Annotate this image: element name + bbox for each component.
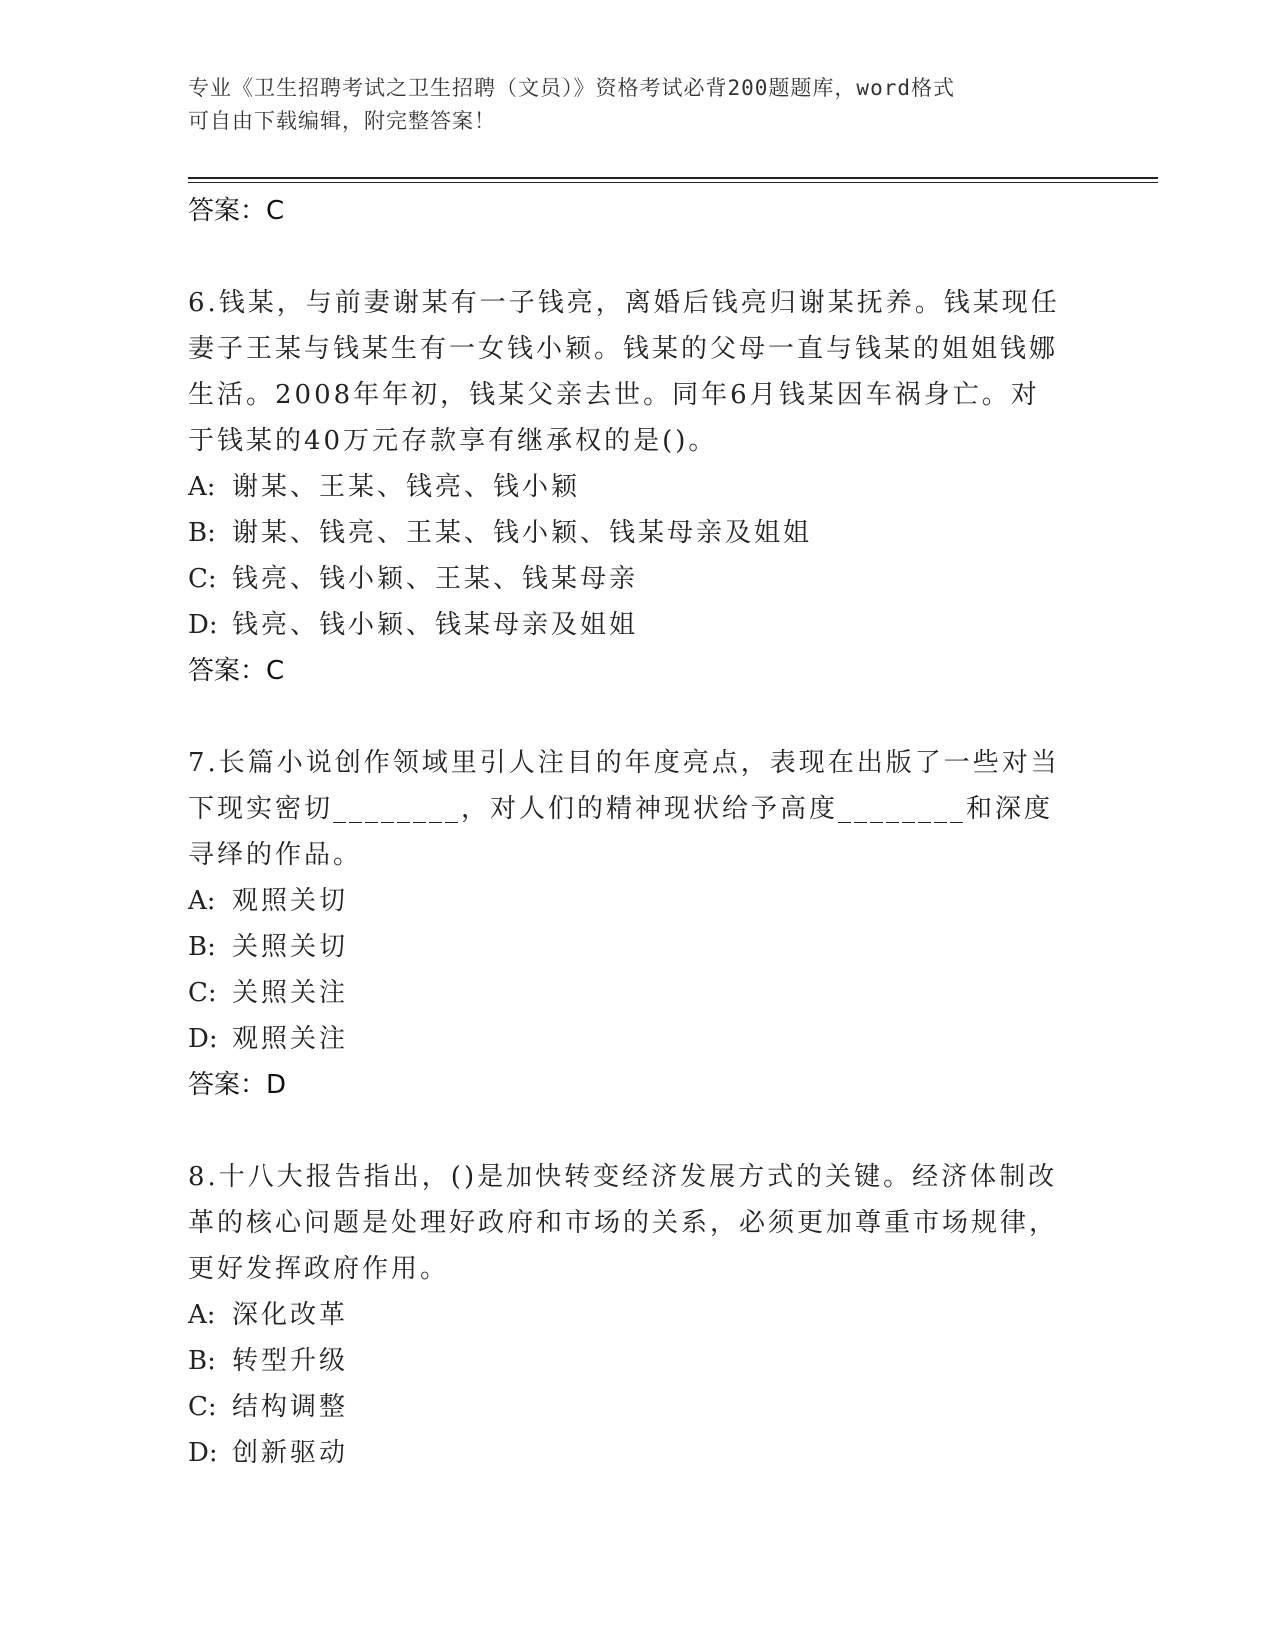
option-a xyxy=(188,1292,1068,1338)
option-key: B: xyxy=(188,1346,216,1376)
option-text: 钱亮、钱小颖、王某、钱某母亲 xyxy=(232,564,639,594)
document-header xyxy=(188,72,1068,138)
option-key: B: xyxy=(188,518,216,548)
option-c xyxy=(188,970,1068,1016)
question-7 xyxy=(188,740,1068,1108)
option-key: A: xyxy=(188,472,216,502)
option-text: 转型升级 xyxy=(232,1346,349,1376)
previous-answer: 答案：C xyxy=(188,196,285,226)
option-key: D: xyxy=(188,610,218,640)
header-title-line-1: 专业《卫生招聘考试之卫生招聘（文员）》资格考试必背200题题库，word格式 xyxy=(188,76,955,100)
option-d xyxy=(188,1430,1068,1476)
option-text: 谢某、王某、钱亮、钱小颖 xyxy=(232,472,581,502)
header-title-line-2: 可自由下载编辑，附完整答案！ xyxy=(188,109,496,133)
option-text: 深化改革 xyxy=(232,1300,349,1330)
option-c xyxy=(188,556,1068,602)
question-text: 6.钱某，与前妻谢某有一子钱亮，离婚后钱亮归谢某抚养。钱某现任妻子王某与钱某生有一女钱小颖。钱某的父母一直与钱某的姐姐钱娜生活。2008年年初，钱某父亲去世。同年6月钱某因车祸身亡。对于钱某的40万元存款享有继承权的是()。 xyxy=(188,288,1060,456)
option-key: D: xyxy=(188,1024,218,1054)
option-text: 创新驱动 xyxy=(232,1438,349,1468)
option-b xyxy=(188,1338,1068,1384)
option-key: B: xyxy=(188,932,216,962)
answer: 答案：C xyxy=(188,656,285,686)
question-8 xyxy=(188,1154,1068,1476)
option-c xyxy=(188,1384,1068,1430)
option-key: C: xyxy=(188,564,217,594)
option-a xyxy=(188,464,1068,510)
option-b xyxy=(188,924,1068,970)
question-text: 7.长篇小说创作领域里引人注目的年度亮点，表现在出版了一些对当下现实密切________，对人们的精神现状给予高度________和深度寻绎的作品。 xyxy=(188,748,1060,870)
option-key: D: xyxy=(188,1438,218,1468)
option-key: A: xyxy=(188,1300,216,1330)
header-divider-thin xyxy=(188,182,1158,183)
option-text: 观照关注 xyxy=(232,1024,349,1054)
option-d xyxy=(188,1016,1068,1062)
option-text: 关照关切 xyxy=(232,932,349,962)
option-text: 钱亮、钱小颖、钱某母亲及姐姐 xyxy=(232,610,639,640)
answer: 答案：D xyxy=(188,1070,287,1100)
header-divider-thick xyxy=(188,177,1158,179)
option-d xyxy=(188,602,1068,648)
option-key: C: xyxy=(188,978,217,1008)
option-text: 关照关注 xyxy=(232,978,349,1008)
option-key: C: xyxy=(188,1392,217,1422)
option-text: 观照关切 xyxy=(232,886,349,916)
document-body xyxy=(188,188,1068,1476)
question-6 xyxy=(188,280,1068,694)
option-key: A: xyxy=(188,886,216,916)
option-text: 谢某、钱亮、王某、钱小颖、钱某母亲及姐姐 xyxy=(232,518,813,548)
option-text: 结构调整 xyxy=(232,1392,349,1422)
option-b xyxy=(188,510,1068,556)
option-a xyxy=(188,878,1068,924)
question-text: 8.十八大报告指出，()是加快转变经济发展方式的关键。经济体制改革的核心问题是处理好政府和市场的关系，必须更加尊重市场规律，更好发挥政府作用。 xyxy=(188,1162,1059,1284)
